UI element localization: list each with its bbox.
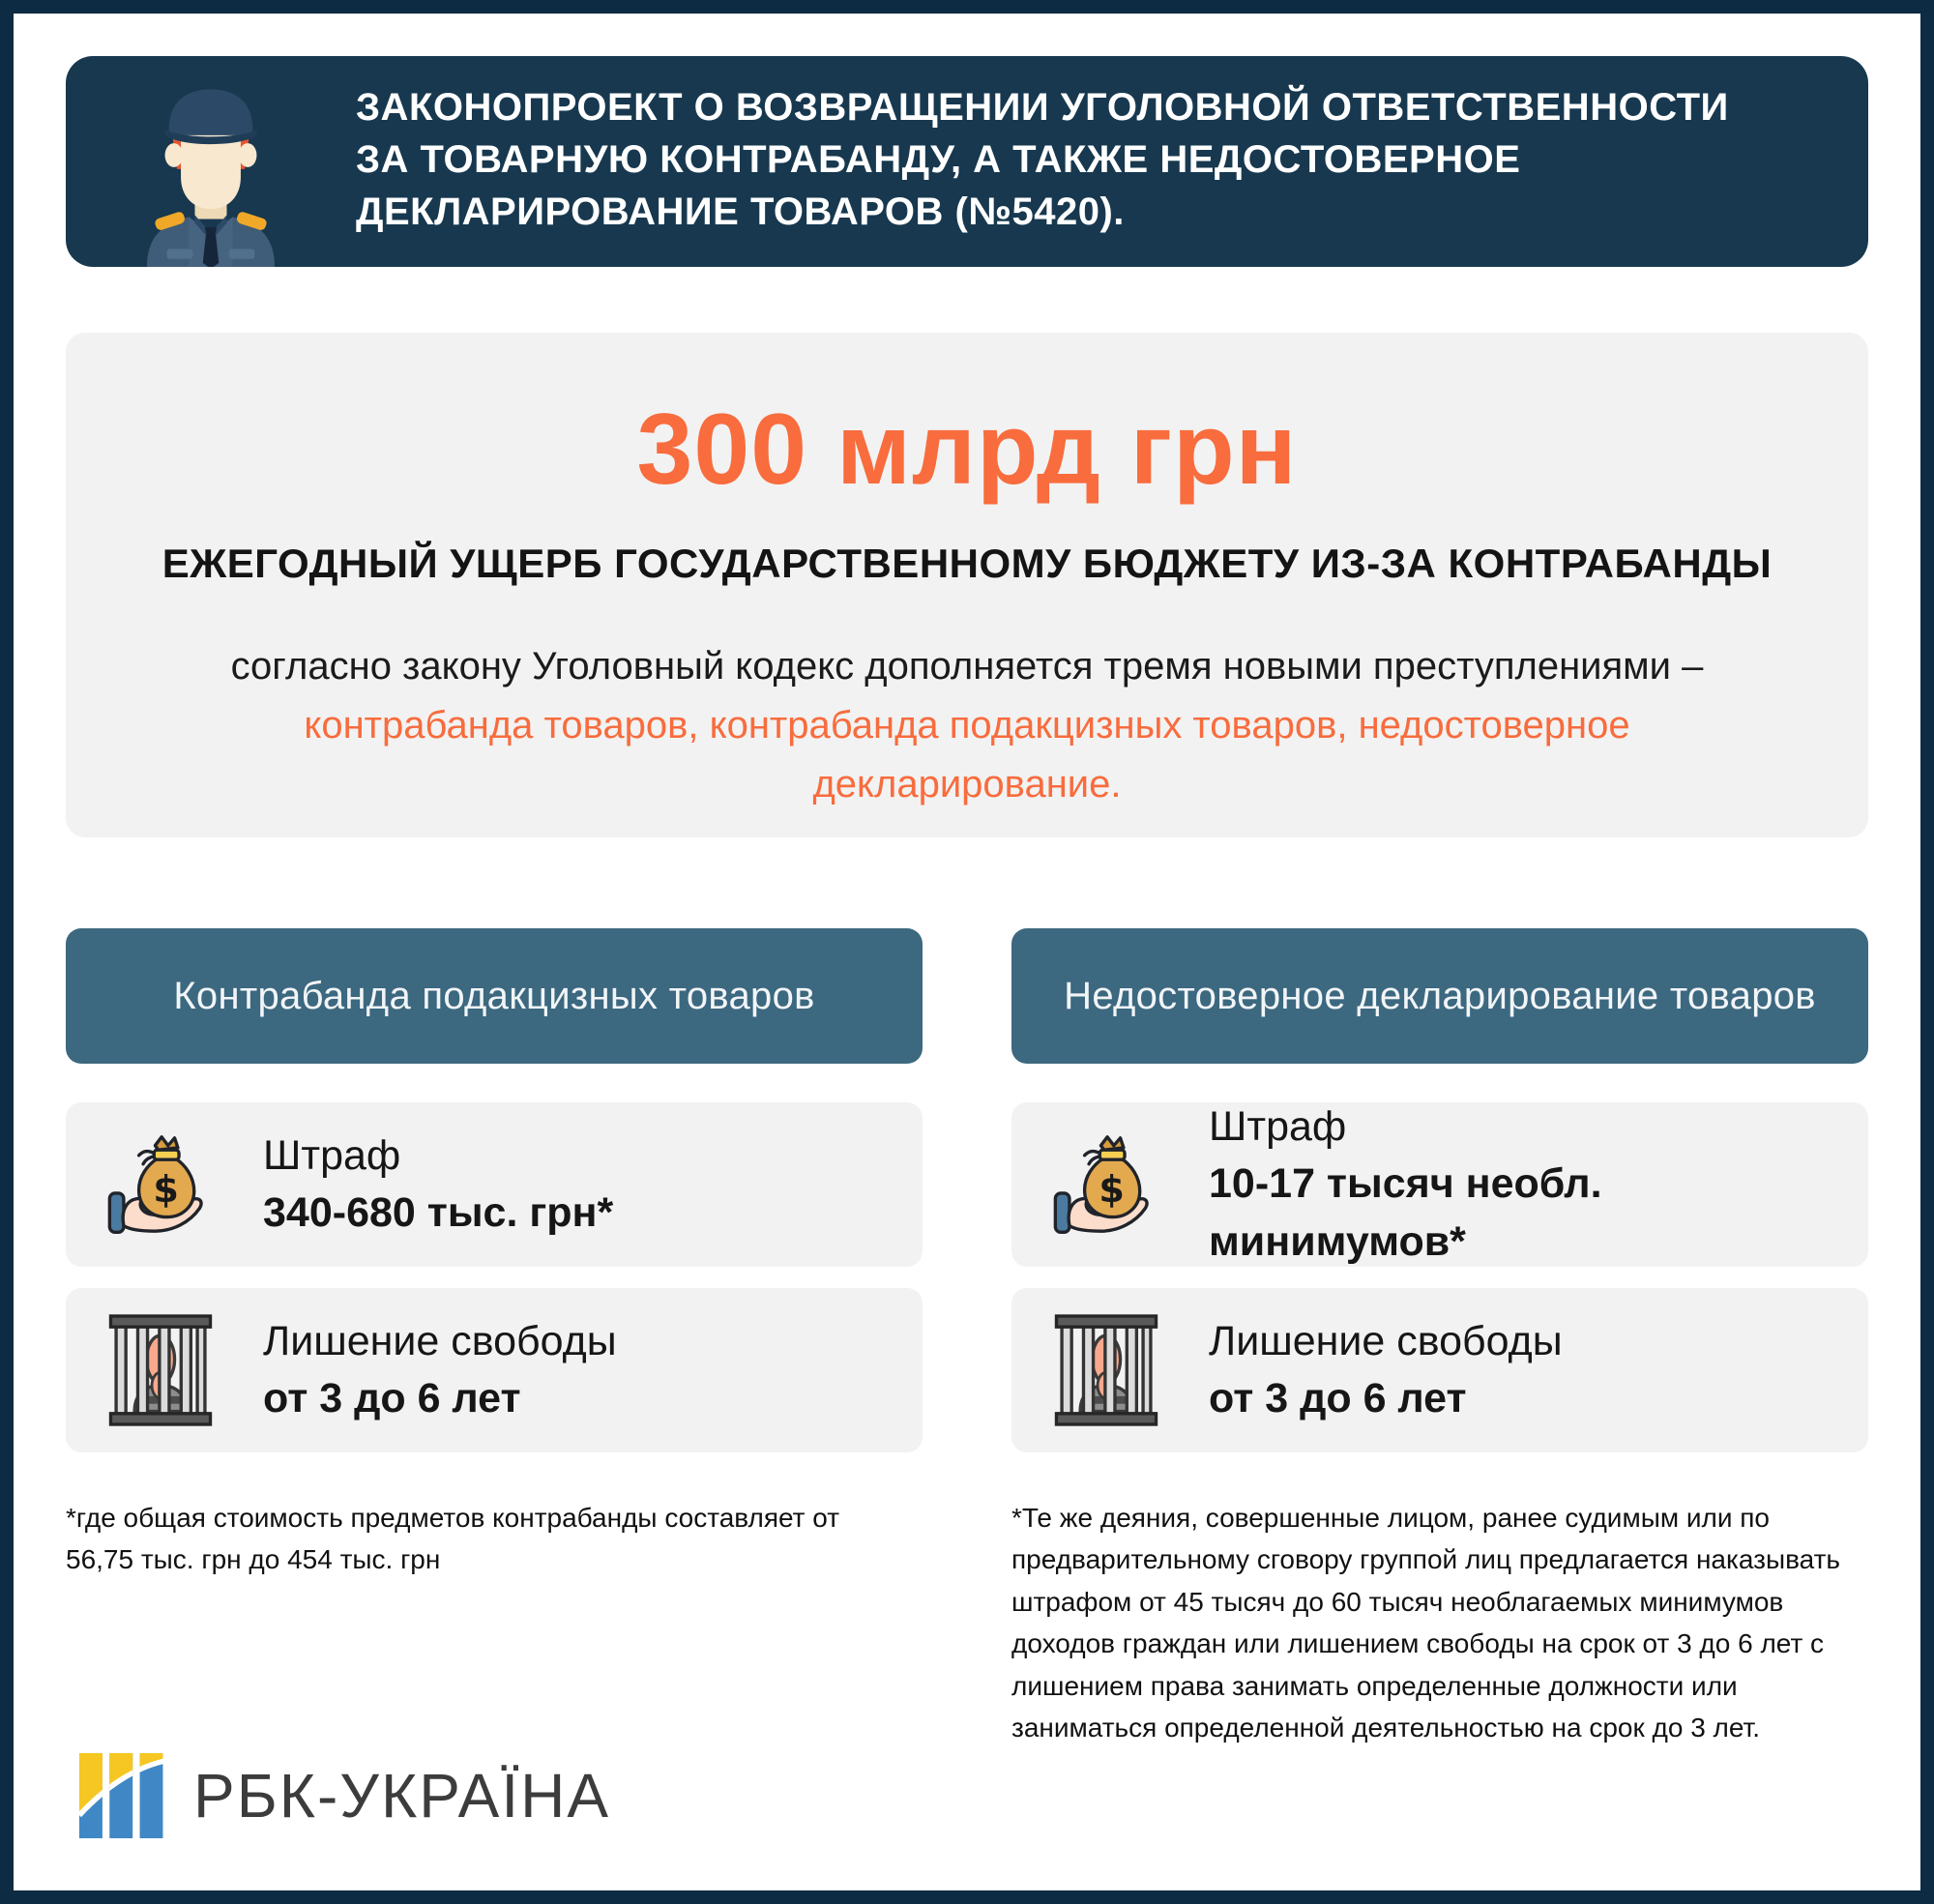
imprisonment-value: от 3 до 6 лет bbox=[263, 1375, 521, 1421]
column-excise-smuggling bbox=[66, 928, 923, 1748]
penalty-columns bbox=[66, 928, 1868, 1748]
law-description-orange: контрабанда товаров, контрабанда подакцизных товаров, недостоверное декларирование. bbox=[304, 703, 1630, 806]
fine-card bbox=[66, 1102, 923, 1267]
rbc-ukraine-logo-text: РБК-УКРАЇНА bbox=[193, 1761, 610, 1831]
damage-amount: 300 млрд грн bbox=[636, 394, 1298, 506]
column-header-false-declaration: Недостоверное декларирование товаров bbox=[1011, 928, 1868, 1064]
law-description bbox=[193, 637, 1741, 813]
fine-label: Штраф bbox=[1209, 1103, 1347, 1151]
footnote-excise-smuggling: *где общая стоимость предметов контрабанды составляет от 56,75 тыс. грн до 454 тыс. грн bbox=[66, 1503, 840, 1575]
rbc-ukraine-logo-icon bbox=[79, 1750, 168, 1841]
imprisonment-label: Лишение свободы bbox=[1209, 1317, 1563, 1364]
imprisonment-card bbox=[1011, 1288, 1868, 1452]
imprisonment-card bbox=[66, 1288, 923, 1452]
column-false-declaration bbox=[1011, 928, 1868, 1748]
footnote-false-declaration: *Те же деяния, совершенные лицом, ранее судимым или по предварительному сговору группой лиц предлагается наказывать штрафом от 45 тысяч до 60 тысяч необлагаемых минимумов доходов граждан или лишением свободы на срок от 3 до 6 лет с лишением права занимать определенные должности или заниматься определенной деятельностью на срок до 3 лет. bbox=[1011, 1503, 1841, 1743]
prisoner-behind-bars-icon bbox=[106, 1312, 215, 1428]
prisoner-behind-bars-icon bbox=[1052, 1312, 1160, 1428]
fine-value: 340-680 тыс. грн* bbox=[263, 1189, 614, 1236]
damage-subtitle: ЕЖЕГОДНЫЙ УЩЕРБ ГОСУДАРСТВЕННОМУ БЮДЖЕТУ ИЗ-ЗА КОНТРАБАНДЫ bbox=[161, 541, 1773, 586]
fine-value: 10-17 тысяч необл. минимумов* bbox=[1209, 1160, 1602, 1265]
fine-card bbox=[1011, 1102, 1868, 1267]
page-title-line: ЗА ТОВАРНУЮ КОНТРАБАНДУ, А ТАКЖЕ НЕДОСТОВЕРНОЕ bbox=[356, 138, 1521, 181]
law-description-black: согласно закону Уголовный кодекс дополняется тремя новыми преступлениями – bbox=[230, 645, 1704, 688]
imprisonment-label: Лишение свободы bbox=[263, 1317, 617, 1364]
page-title bbox=[356, 81, 1729, 242]
page-title-line: ДЕКЛАРИРОВАНИЕ ТОВАРОВ (№5420). bbox=[356, 190, 1125, 233]
money-bag-in-hand-icon bbox=[106, 1127, 215, 1243]
column-header-excise-smuggling: Контрабанда подакцизных товаров bbox=[66, 928, 923, 1064]
footer-brand bbox=[79, 1750, 610, 1841]
summary-panel bbox=[66, 333, 1868, 837]
imprisonment-value: от 3 до 6 лет bbox=[1209, 1375, 1467, 1421]
header-banner bbox=[66, 56, 1868, 267]
money-bag-in-hand-icon bbox=[1052, 1127, 1160, 1243]
infographic-canvas bbox=[14, 14, 1920, 1890]
page-title-line: ЗАКОНОПРОЕКТ О ВОЗВРАЩЕНИИ УГОЛОВНОЙ ОТВЕТСТВЕННОСТИ bbox=[356, 86, 1729, 129]
customs-officer-icon bbox=[66, 56, 356, 267]
fine-label: Штраф bbox=[263, 1131, 401, 1179]
